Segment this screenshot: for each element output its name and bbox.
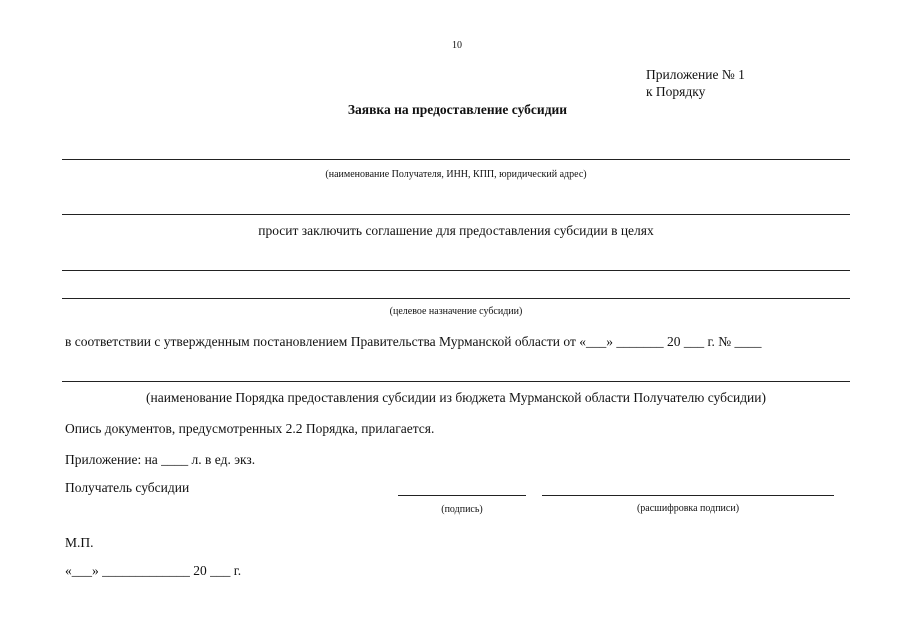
appendix-line-1: Приложение № 1 <box>646 67 745 82</box>
purpose-fill-line-2 <box>62 298 850 299</box>
purpose-caption: (целевое назначение субсидии) <box>389 306 523 317</box>
recipient-fill-line <box>62 159 850 160</box>
recipient-caption: (наименование Получателя, ИНН, КПП, юридический адрес) <box>325 169 587 180</box>
resolution-text: в соответствии с утвержденным постановлением Правительства Мурманской области от «___» _______ 20 ___ г. № ____ <box>65 334 762 349</box>
date-line: «___» _____________ 20 ___ г. <box>65 563 242 578</box>
document-title: Заявка на предоставление субсидии <box>347 102 568 117</box>
signature-line <box>398 495 526 496</box>
seal-label: М.П. <box>65 535 94 550</box>
signature-caption: (подпись) <box>441 504 483 515</box>
purpose-fill-line-1 <box>62 270 850 271</box>
decoding-line <box>542 495 834 496</box>
order-fill-line <box>62 381 850 382</box>
attachment-text: Приложение: на ____ л. в ед. экз. <box>65 452 256 467</box>
appendix-line-2: к Порядку <box>646 84 706 99</box>
order-caption: (наименование Порядка предоставления субсидии из бюджета Мурманской области Получателю субсидии) <box>145 390 767 405</box>
recipient-fill-line-2 <box>62 214 850 215</box>
request-text: просит заключить соглашение для предоставления субсидии в целях <box>258 223 654 238</box>
page-number: 10 <box>452 40 462 51</box>
inventory-text: Опись документов, предусмотренных 2.2 Порядка, прилагается. <box>65 421 435 436</box>
decoding-caption: (расшифровка подписи) <box>636 503 740 514</box>
recipient-label: Получатель субсидии <box>65 480 190 495</box>
